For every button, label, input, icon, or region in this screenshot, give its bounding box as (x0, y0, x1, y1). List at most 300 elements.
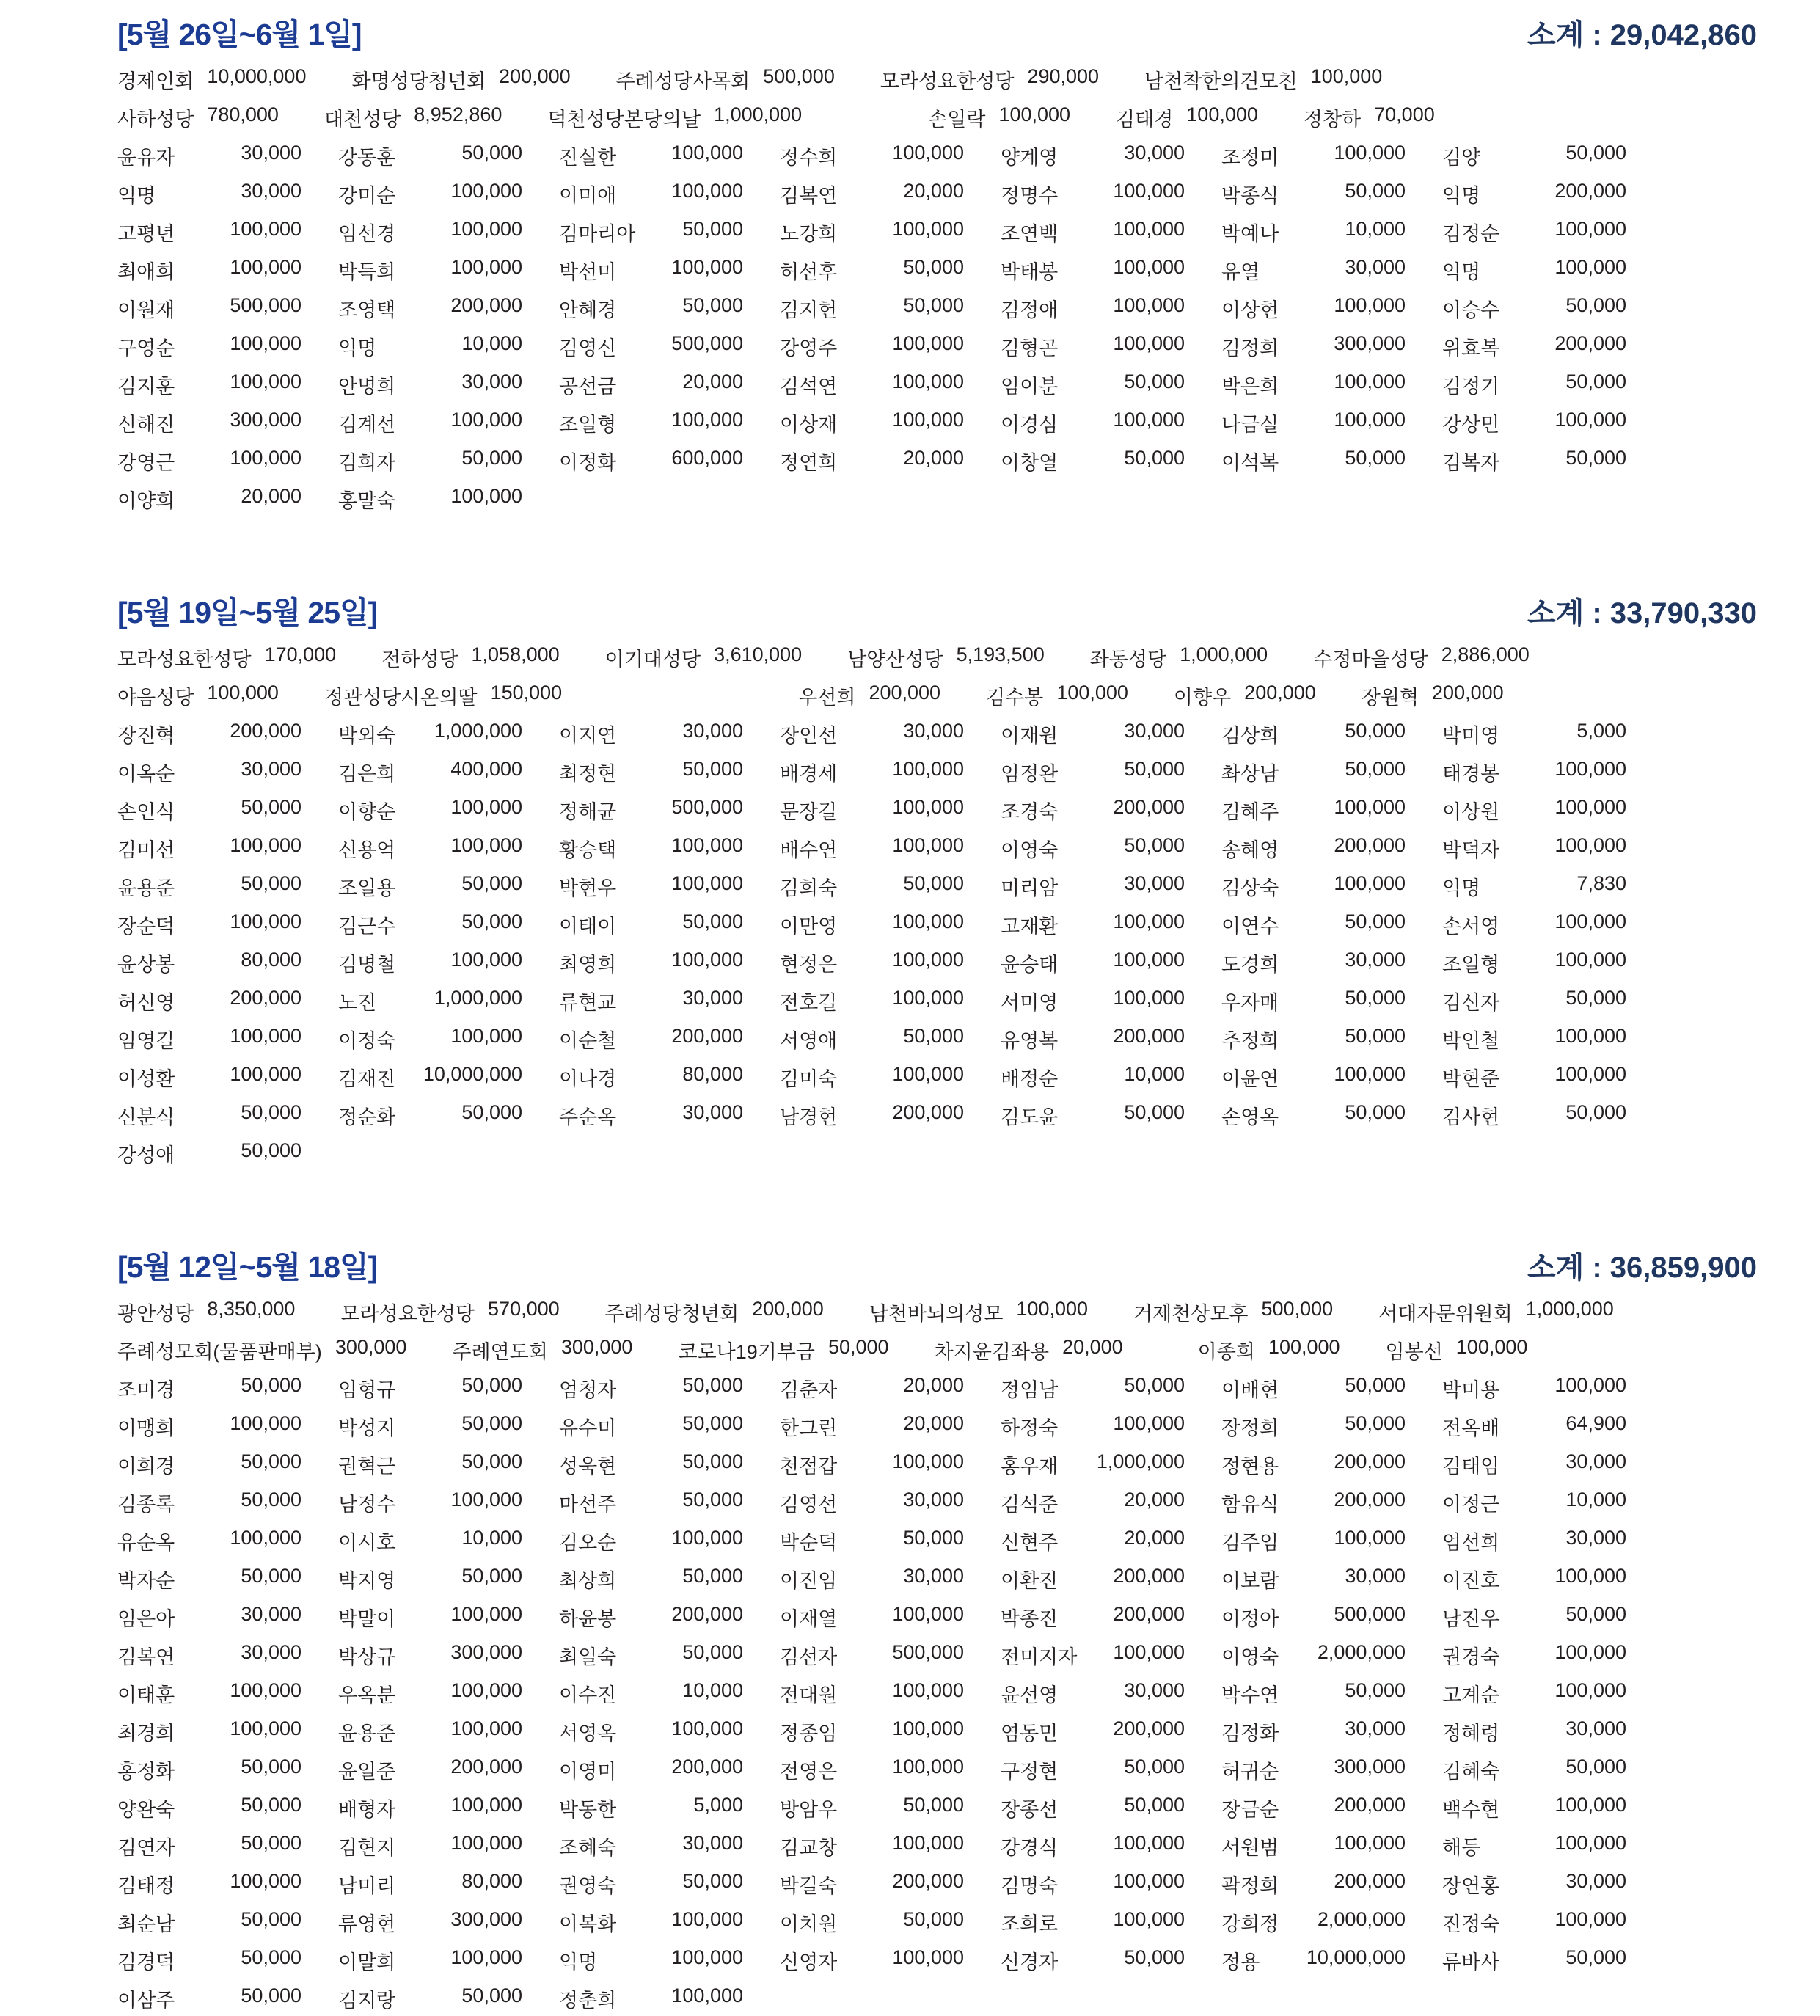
donor-amount: 100,000 (1554, 1640, 1626, 1663)
donor-name: 이향우 (1173, 686, 1232, 709)
donor-amount: 50,000 (1124, 1100, 1185, 1123)
section-header (117, 10, 1757, 51)
donor-name: 정창하 (1303, 108, 1362, 131)
donor-name: 이맹희 (117, 1417, 175, 1439)
donor-amount: 100,000 (1334, 293, 1406, 316)
section-header (117, 588, 1757, 629)
donor-amount: 100,000 (998, 103, 1071, 125)
donor-name: 손서영 (1442, 915, 1500, 938)
donor-amount: 200,000 (1334, 1450, 1406, 1472)
donor-name: 임영길 (117, 1029, 175, 1052)
donor-amount: 50,000 (682, 757, 743, 780)
donor-pair (1442, 834, 1663, 863)
donor-name: 이시호 (338, 1531, 396, 1554)
donor-amount: 100,000 (1554, 795, 1626, 818)
donor-name: 코로나19기부금 (678, 1340, 815, 1363)
donor-pair (1221, 1717, 1442, 1746)
donor-pair (1001, 1063, 1221, 1092)
donor-amount: 100,000 (1554, 1907, 1626, 1930)
donor-amount: 100,000 (450, 948, 522, 971)
donor-amount: 50,000 (1124, 1755, 1185, 1778)
donor-amount: 1,000,000 (1180, 643, 1268, 665)
donor-pair (1001, 370, 1221, 399)
org-donor-row (117, 60, 1757, 98)
donor-amount: 200,000 (1113, 795, 1185, 818)
donor-pair (1001, 142, 1221, 170)
donor-amount: 100,000 (450, 1946, 522, 1968)
donor-amount: 50,000 (682, 1450, 743, 1472)
donor-name: 박순덕 (780, 1531, 838, 1554)
donor-name: 김희자 (338, 451, 396, 474)
donor-pair (338, 1717, 559, 1746)
donor-amount: 50,000 (682, 1564, 743, 1587)
donor-amount: 50,000 (461, 446, 522, 469)
donor-pair (381, 643, 559, 672)
donor-amount: 100,000 (1113, 408, 1185, 431)
donor-name: 임형규 (338, 1378, 396, 1401)
donor-pair (1221, 872, 1442, 901)
donor-row (117, 1522, 1757, 1560)
donor-amount: 50,000 (1345, 757, 1406, 780)
donor-name: 이윤연 (1221, 1067, 1279, 1090)
donor-amount: 100,000 (1113, 1869, 1185, 1892)
donor-name: 김상희 (1221, 724, 1279, 747)
donor-amount: 100,000 (230, 370, 301, 392)
donor-amount: 100,000 (1268, 1335, 1340, 1358)
donor-amount: 20,000 (903, 179, 964, 202)
donor-name: 조일용 (338, 877, 396, 899)
donor-name: 정연희 (780, 451, 838, 474)
donor-name: 남미리 (338, 1874, 396, 1897)
donor-pair (1001, 1832, 1221, 1860)
donor-amount: 570,000 (488, 1297, 560, 1320)
donor-amount: 100,000 (671, 1907, 743, 1930)
donor-pair (1442, 218, 1663, 246)
donor-name: 김복연 (117, 1646, 175, 1668)
donor-row (117, 289, 1757, 327)
donor-name: 송혜영 (1221, 839, 1279, 861)
donor-amount: 200,000 (1113, 1024, 1185, 1047)
donor-name: 박예나 (1221, 222, 1279, 245)
donor-amount: 50,000 (241, 1450, 301, 1472)
donor-amount: 100,000 (671, 255, 743, 278)
donor-name: 강동훈 (338, 146, 396, 169)
donor-pair (1001, 910, 1221, 939)
donor-name: 서대자문위원회 (1378, 1302, 1513, 1325)
donor-amount: 200,000 (1554, 179, 1626, 202)
donor-name: 추정희 (1221, 1029, 1279, 1052)
donor-pair (117, 1139, 338, 1168)
donor-amount: 50,000 (1565, 141, 1626, 164)
donor-name: 이성환 (117, 1067, 175, 1090)
donor-name: 이미애 (559, 184, 617, 207)
donor-name: 정순화 (338, 1106, 396, 1128)
donor-pair (559, 1794, 780, 1822)
donor-pair (1442, 447, 1663, 475)
donor-name: 엄청자 (559, 1378, 617, 1401)
donor-pair (338, 1063, 559, 1092)
donor-pair (559, 1832, 780, 1860)
donor-amount: 50,000 (461, 1450, 522, 1472)
donor-amount: 100,000 (892, 1062, 964, 1085)
donor-pair (1001, 1717, 1221, 1746)
donor-name: 강영근 (117, 451, 175, 474)
donor-amount: 50,000 (461, 872, 522, 894)
donor-name: 전미지자 (1001, 1646, 1078, 1668)
donor-pair (559, 872, 780, 901)
donor-amount: 20,000 (1062, 1335, 1123, 1358)
report-root (117, 10, 1757, 2016)
donor-pair (340, 1298, 559, 1326)
donor-amount: 100,000 (671, 872, 743, 894)
donor-amount: 2,886,000 (1441, 643, 1530, 665)
donor-amount: 1,000,000 (1096, 1450, 1185, 1472)
donor-amount: 100,000 (892, 910, 964, 932)
donor-pair (117, 1832, 338, 1860)
donor-amount: 100,000 (1554, 1793, 1626, 1816)
donor-amount: 100,000 (1554, 1831, 1626, 1854)
donor-amount: 50,000 (682, 1488, 743, 1511)
donor-name: 정현용 (1221, 1455, 1279, 1478)
donor-pair (780, 447, 1001, 475)
donor-pair (1442, 1603, 1663, 1632)
donor-name: 익명 (338, 337, 377, 359)
donor-amount: 200,000 (1244, 681, 1316, 704)
donor-amount: 150,000 (490, 681, 563, 704)
donor-pair (117, 1946, 338, 1975)
donor-pair (780, 294, 1001, 323)
donor-amount: 1,058,000 (471, 643, 560, 665)
donor-amount: 30,000 (241, 141, 301, 164)
donor-pair (780, 910, 1001, 939)
donor-amount: 100,000 (892, 1679, 964, 1701)
donor-amount: 100,000 (450, 484, 522, 507)
donor-name: 김신자 (1442, 991, 1500, 1014)
donor-amount: 10,000 (461, 332, 522, 354)
donor-name: 박종진 (1001, 1607, 1059, 1630)
donor-pair (559, 1984, 780, 2013)
donor-amount: 100,000 (1554, 1679, 1626, 1701)
donor-name: 조일형 (1442, 953, 1500, 976)
donor-name: 이진임 (780, 1569, 838, 1592)
donor-pair (1442, 294, 1663, 323)
donor-amount: 200,000 (230, 986, 301, 1009)
donor-name: 전대원 (780, 1684, 838, 1706)
donor-amount: 50,000 (682, 1869, 743, 1892)
donor-name: 임이분 (1001, 375, 1059, 398)
donor-pair (559, 834, 780, 863)
donor-amount: 200,000 (1334, 1869, 1406, 1892)
donor-name: 정혜령 (1442, 1722, 1500, 1745)
donor-name: 이재열 (780, 1607, 838, 1630)
donor-amount: 8,350,000 (207, 1297, 296, 1320)
donor-name: 이영숙 (1221, 1646, 1279, 1668)
donor-amount: 400,000 (450, 757, 522, 780)
donor-name: 마선주 (559, 1493, 617, 1516)
donor-name: 차지윤김좌용 (934, 1340, 1050, 1363)
donor-amount: 200,000 (499, 65, 571, 87)
donor-row (117, 829, 1757, 867)
donor-pair (338, 949, 559, 977)
donor-name: 이상현 (1221, 299, 1279, 321)
donor-pair (1442, 1527, 1663, 1555)
donor-name: 이영숙 (1001, 839, 1059, 861)
donor-name: 손인식 (117, 800, 175, 823)
donor-amount: 200,000 (1432, 681, 1504, 704)
donor-pair (1001, 447, 1221, 475)
donor-pair (1001, 1870, 1221, 1899)
donor-pair (117, 1756, 338, 1784)
donor-pair (780, 872, 1001, 901)
donor-pair (780, 1641, 1001, 1670)
donor-pair (117, 370, 338, 399)
donor-name: 모라성요한성당 (880, 70, 1015, 92)
donor-pair (559, 1527, 780, 1555)
donor-name: 김복연 (780, 184, 838, 207)
donor-amount: 100,000 (671, 1984, 743, 2006)
donor-pair (338, 294, 559, 323)
donor-pair (1221, 1679, 1442, 1708)
donor-name: 김경덕 (117, 1951, 175, 1973)
donor-pair (559, 447, 780, 475)
donor-pair (1221, 1565, 1442, 1593)
donor-pair (338, 1870, 559, 1899)
donor-pair (338, 1679, 559, 1708)
donor-name: 고평년 (117, 222, 175, 245)
donor-pair (1442, 758, 1663, 786)
donor-amount: 1,000,000 (714, 103, 803, 125)
donor-name: 조연백 (1001, 222, 1059, 245)
donor-pair (1001, 1527, 1221, 1555)
donor-name: 윤용준 (117, 877, 175, 899)
donor-pair (678, 1336, 888, 1365)
donor-row (117, 1598, 1757, 1636)
donor-name: 위효복 (1442, 337, 1500, 359)
donor-pair (338, 987, 559, 1015)
donor-name: 좌동성당 (1089, 648, 1167, 671)
donor-amount: 100,000 (1554, 1062, 1626, 1085)
donor-name: 박득희 (338, 260, 396, 283)
donor-name: 천점갑 (780, 1455, 838, 1478)
donor-pair (1442, 872, 1663, 901)
donor-name: 곽정희 (1221, 1874, 1279, 1897)
donor-amount: 50,000 (1124, 446, 1185, 469)
donor-pair (780, 256, 1001, 285)
donor-name: 정춘희 (559, 1989, 617, 2012)
donor-name: 노강희 (780, 222, 838, 245)
donation-section (117, 588, 1757, 1172)
donor-pair (1221, 1908, 1442, 1937)
donor-pair (117, 218, 338, 246)
section-subtotal: 소계 : 36,859,900 (1527, 1252, 1757, 1284)
donor-name: 남정수 (338, 1493, 396, 1516)
donor-name: 박태봉 (1001, 260, 1059, 283)
donor-amount: 100,000 (230, 255, 301, 278)
donor-pair (616, 65, 835, 94)
donor-name: 최상희 (559, 1569, 617, 1592)
donor-row (117, 1674, 1757, 1712)
donor-name: 허귀순 (1221, 1760, 1279, 1783)
section-title: [5월 19일~5월 25일] (117, 596, 378, 629)
donor-pair (1442, 1450, 1663, 1479)
donor-name: 윤선영 (1001, 1684, 1059, 1706)
donor-name: 이재원 (1001, 724, 1059, 747)
donor-amount: 30,000 (1345, 1564, 1406, 1587)
donor-amount: 100,000 (230, 910, 301, 932)
donor-pair (559, 218, 780, 246)
donor-name: 신분식 (117, 1106, 175, 1128)
donor-amount: 10,000,000 (207, 65, 307, 87)
donor-name: 이말희 (338, 1951, 396, 1973)
donor-amount: 100,000 (1056, 681, 1128, 704)
donor-name: 신경자 (1001, 1951, 1059, 1973)
donor-name: 서영애 (780, 1029, 838, 1052)
donor-amount: 30,000 (1565, 1717, 1626, 1739)
donor-pair (1001, 409, 1221, 437)
donor-name: 배형자 (338, 1798, 396, 1821)
donor-name: 진정숙 (1442, 1913, 1500, 1935)
section-subtotal: 소계 : 33,790,330 (1527, 597, 1757, 629)
donor-pair (1001, 1946, 1221, 1975)
donor-name: 김석준 (1001, 1493, 1059, 1516)
donor-row (117, 867, 1757, 905)
donor-row (117, 1712, 1757, 1750)
donor-amount: 50,000 (903, 1907, 964, 1930)
donor-pair (1442, 720, 1663, 748)
donor-name: 김도윤 (1001, 1106, 1059, 1128)
donor-pair (1442, 796, 1663, 825)
donor-pair (338, 1565, 559, 1593)
donor-name: 홍우재 (1001, 1455, 1059, 1478)
donor-name: 박성지 (338, 1417, 396, 1439)
donor-amount: 100,000 (1334, 872, 1406, 894)
donor-amount: 100,000 (892, 408, 964, 431)
donor-pair (117, 1641, 338, 1670)
donor-pair (1221, 1832, 1442, 1860)
donor-pair (559, 142, 780, 170)
donor-amount: 30,000 (241, 757, 301, 780)
donor-amount: 50,000 (903, 1793, 964, 1816)
donor-pair (547, 103, 802, 132)
donor-pair (559, 1679, 780, 1708)
donor-amount: 100,000 (1554, 1024, 1626, 1047)
donor-name: 구영순 (117, 337, 175, 359)
donor-amount: 50,000 (241, 1139, 301, 1161)
donor-name: 박종식 (1221, 184, 1279, 207)
donor-name: 노진 (338, 991, 377, 1014)
donor-amount: 100,000 (1334, 1062, 1406, 1085)
donor-name: 강영주 (780, 337, 838, 359)
donor-name: 배수연 (780, 839, 838, 861)
donor-pair (117, 256, 338, 285)
donor-name: 류영현 (338, 1913, 396, 1935)
donor-pair (1001, 1603, 1221, 1632)
donor-amount: 100,000 (1113, 255, 1185, 278)
donor-name: 익명 (1442, 184, 1481, 207)
donor-amount: 100,000 (671, 179, 743, 202)
donor-amount: 50,000 (461, 1100, 522, 1123)
section-title: [5월 26일~6월 1일] (117, 18, 362, 51)
donor-amount: 170,000 (264, 643, 337, 665)
donor-name: 윤승태 (1001, 953, 1059, 976)
donor-amount: 100,000 (1334, 408, 1406, 431)
donor-amount: 100,000 (450, 179, 522, 202)
donor-name: 김교창 (780, 1836, 838, 1859)
donor-amount: 30,000 (1345, 1717, 1406, 1739)
donor-amount: 10,000 (682, 1679, 743, 1701)
donor-name: 정임남 (1001, 1378, 1059, 1401)
individual-donor-rows (117, 715, 1757, 1172)
donor-name: 강경식 (1001, 1836, 1059, 1859)
donor-amount: 100,000 (1113, 1907, 1185, 1930)
donor-amount: 30,000 (1565, 1869, 1626, 1892)
donor-name: 김주임 (1221, 1531, 1279, 1554)
donor-name: 김영선 (780, 1493, 838, 1516)
donor-pair (1442, 142, 1663, 170)
donor-name: 신영자 (780, 1951, 838, 1973)
donor-pair (117, 142, 338, 170)
donor-pair (1174, 682, 1316, 710)
donor-amount: 100,000 (230, 1024, 301, 1047)
donor-amount: 30,000 (1565, 1526, 1626, 1549)
donor-row (117, 1827, 1757, 1865)
donor-name: 박현준 (1442, 1067, 1500, 1090)
donor-amount: 50,000 (1124, 370, 1185, 392)
donor-amount: 50,000 (1124, 833, 1185, 856)
donor-name: 양완숙 (117, 1798, 175, 1821)
donor-name: 김명숙 (1001, 1874, 1059, 1897)
donor-name: 김오순 (559, 1531, 617, 1554)
donor-amount: 50,000 (241, 1831, 301, 1854)
donor-amount: 100,000 (892, 332, 964, 354)
donor-row (117, 1483, 1757, 1522)
donor-name: 최정현 (559, 762, 617, 785)
donor-pair (1221, 256, 1442, 285)
donor-pair (780, 1489, 1001, 1517)
donor-pair (1221, 1527, 1442, 1555)
donor-name: 남양산성당 (847, 648, 943, 671)
donor-amount: 200,000 (1334, 1793, 1406, 1816)
org-donor-row (117, 1331, 1757, 1369)
donor-row (117, 1979, 1757, 2016)
donor-amount: 30,000 (461, 370, 522, 392)
donor-name: 유순옥 (117, 1531, 175, 1554)
donor-pair (1442, 1641, 1663, 1670)
donor-pair (559, 370, 780, 399)
donor-amount: 200,000 (230, 719, 301, 742)
donor-row (117, 753, 1757, 791)
donor-pair (1362, 682, 1504, 710)
donor-name: 최경희 (117, 1722, 175, 1745)
donor-amount: 200,000 (752, 1297, 824, 1320)
donor-name: 김마리아 (559, 222, 636, 245)
donor-pair (880, 65, 1099, 94)
donor-amount: 50,000 (461, 1411, 522, 1434)
donor-pair (1001, 1412, 1221, 1441)
donor-name: 정종임 (780, 1722, 838, 1745)
donor-name: 문장길 (780, 800, 838, 823)
donor-amount: 50,000 (1565, 1946, 1626, 1968)
donor-name: 홍말숙 (338, 489, 396, 512)
donor-amount: 50,000 (682, 910, 743, 932)
donor-name: 김수봉 (986, 686, 1044, 709)
donor-row (117, 251, 1757, 289)
donor-name: 이보람 (1221, 1569, 1279, 1592)
donor-amount: 100,000 (892, 948, 964, 971)
donor-name: 양계영 (1001, 146, 1059, 169)
donor-row (117, 1636, 1757, 1674)
donor-pair (1442, 1832, 1663, 1860)
